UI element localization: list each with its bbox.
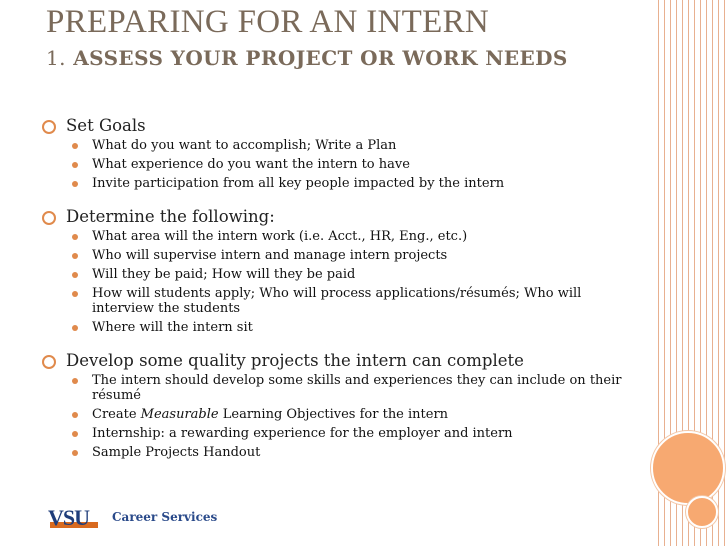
decorative-circle-large [651, 431, 725, 505]
bullet-group-set-goals [42, 116, 642, 191]
list-item [70, 176, 642, 191]
list-item-text: How will students apply; Who will process applications/résumés; Who will interview the students [92, 286, 582, 316]
slide-title [46, 6, 606, 72]
list-item-text: Will they be paid; How will they be paid [92, 267, 356, 282]
dot-bullet-icon [72, 412, 78, 418]
list-item-text: What do you want to accomplish; Write a Plan [92, 138, 397, 153]
dot-bullet-icon [72, 162, 78, 168]
title-line-1: PREPARING FOR AN INTERN [46, 4, 490, 40]
dot-bullet-icon [72, 181, 78, 187]
list-item-text: Learning Objectives for the intern [222, 407, 449, 422]
dot-bullet-icon [72, 325, 78, 331]
list-item-text: Create [92, 407, 137, 422]
ring-bullet-icon [42, 120, 56, 134]
list-item-text: The intern should develop some skills and experiences they can include on their résumé [92, 373, 622, 403]
list-item [70, 157, 642, 172]
ring-bullet-icon [42, 211, 56, 225]
bullet-heading: Set Goals [66, 116, 146, 135]
list-item-text: What experience do you want the intern to have [92, 157, 410, 172]
bullet-group-projects [42, 351, 642, 460]
sub-bullet-list [42, 373, 642, 460]
dot-bullet-icon [72, 143, 78, 149]
bullet-level-1 [42, 207, 642, 227]
list-item [70, 229, 642, 244]
title-subtext: ASSESS YOUR PROJECT OR WORK NEEDS [73, 46, 568, 70]
title-line-2 [46, 45, 606, 72]
dot-bullet-icon [72, 378, 78, 384]
decorative-circle-small [686, 496, 718, 528]
list-item [70, 426, 642, 441]
list-item-text: Where will the intern sit [92, 320, 253, 335]
slide-content [42, 116, 642, 476]
dot-bullet-icon [72, 291, 78, 297]
dot-bullet-icon [72, 253, 78, 259]
bullet-heading: Develop some quality projects the intern can complete [66, 351, 524, 370]
list-item [70, 248, 642, 263]
emphasis-text: Measurable [140, 407, 219, 422]
list-item [70, 267, 642, 282]
list-item-text: Sample Projects Handout [92, 445, 261, 460]
dot-bullet-icon [72, 234, 78, 240]
vsu-logo [48, 505, 100, 531]
list-item-text: Who will supervise intern and manage intern projects [92, 248, 448, 263]
title-number: 1. [46, 46, 66, 70]
footer-career-services: Career Services [112, 510, 218, 524]
ring-bullet-icon [42, 355, 56, 369]
list-item [70, 320, 642, 335]
bullet-level-1 [42, 351, 642, 371]
sub-bullet-list [42, 229, 642, 335]
list-item-text: Internship: a rewarding experience for the employer and intern [92, 426, 513, 441]
dot-bullet-icon [72, 431, 78, 437]
list-item [70, 407, 642, 422]
list-item [70, 138, 642, 153]
list-item [70, 286, 642, 316]
list-item [70, 445, 642, 460]
list-item-text: Invite participation from all key people impacted by the intern [92, 176, 505, 191]
bullet-level-1 [42, 116, 642, 136]
list-item-text: What area will the intern work (i.e. Acct., HR, Eng., etc.) [92, 229, 468, 244]
dot-bullet-icon [72, 272, 78, 278]
dot-bullet-icon [72, 450, 78, 456]
sub-bullet-list [42, 138, 642, 191]
list-item [70, 373, 642, 403]
bullet-heading: Determine the following: [66, 207, 275, 226]
bullet-group-determine [42, 207, 642, 335]
logo-letters: VSU [48, 505, 90, 530]
